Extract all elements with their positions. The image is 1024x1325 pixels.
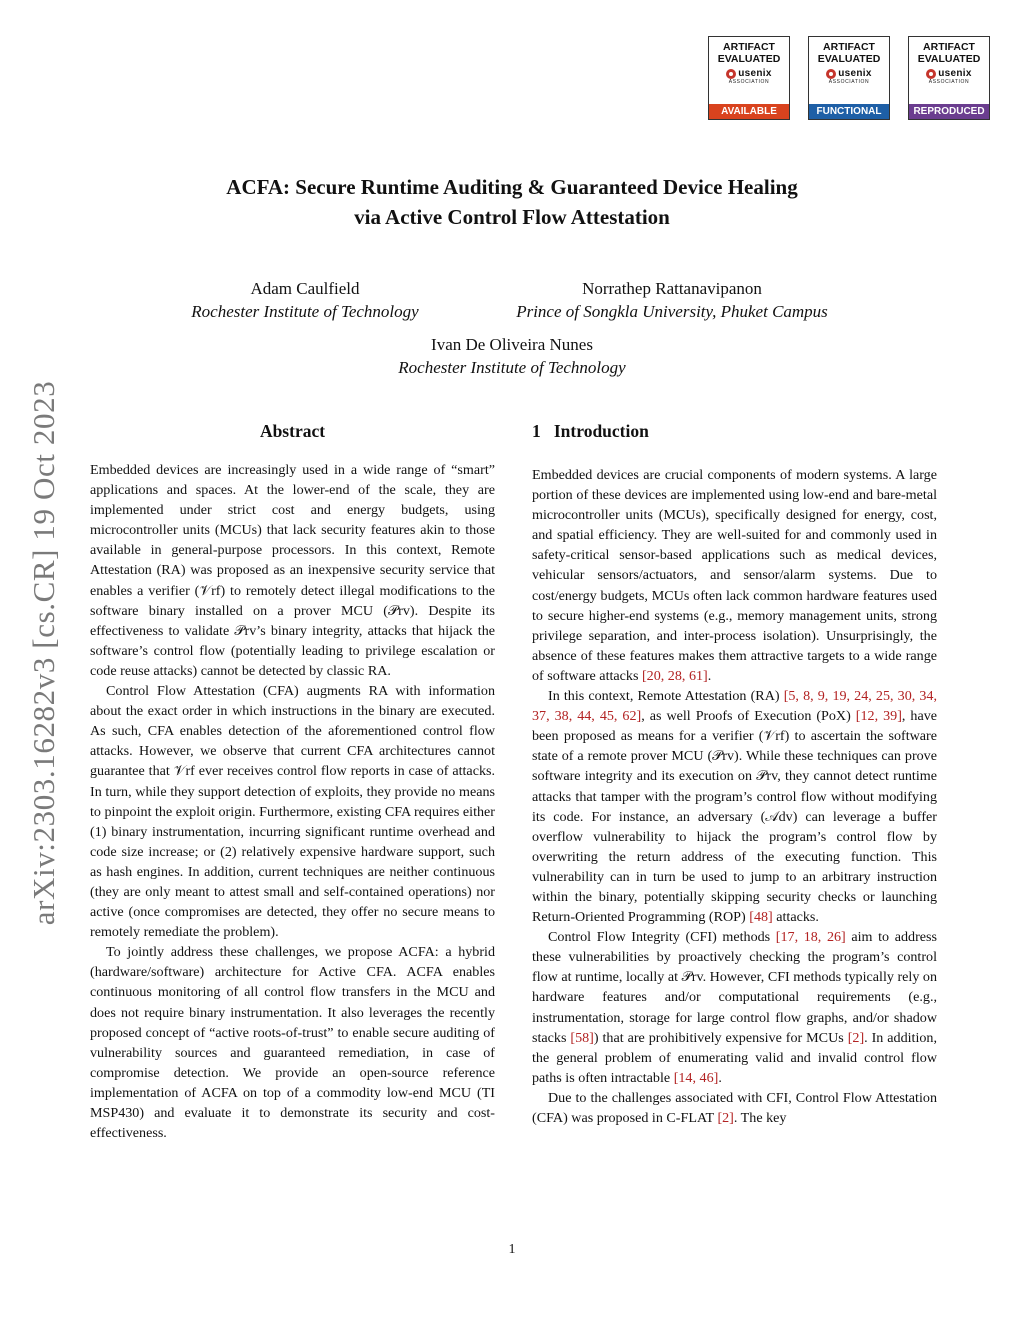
citation-link[interactable]: [58] — [570, 1029, 594, 1046]
usenix-logo-icon: usenix — [826, 68, 871, 79]
intro-paragraph: Due to the challenges associated with CFI, Control Flow Attestation (CFA) was proposed in C-FLAT [2]. The key — [532, 1089, 937, 1126]
abstract-paragraph: To jointly address these challenges, we propose ACFA: a hybrid (hardware/software) architecture for Active CFA. ACFA enables continuous monitoring of all control flow transfers in the MCU and does not require binary instrumentation. It also leverages the recently proposed concept of “active roots-of-trust” to enable secure auditing of vulnerability sources and guaranteed remediation, in case of compromise detection. We provide an open-source reference implementation of ACFA on top of a commodity low-end MCU (TI MSP430) and evaluate it to demonstrate its security and cost-effectiveness. — [90, 944, 495, 1142]
author-name: Adam Caulfield — [250, 279, 360, 298]
artifact-badges — [708, 36, 990, 120]
badge-association: ASSOCIATION — [828, 79, 870, 85]
usenix-logo-icon: usenix — [926, 68, 971, 79]
badge-functional — [808, 36, 890, 120]
abstract-body — [90, 460, 495, 1143]
citation-link[interactable]: [14, 46] — [673, 1069, 719, 1086]
intro-paragraph: Embedded devices are crucial components of modern systems. A large portion of these devices are implemented using low-end and bare-metal microcontroller units (MCUs), specifically designed for energy, cost, and spatial efficiency. They are well-suited for and commonly used in safety-critical sensor-based applications such as medical devices, vehicular sensors/actuators, and sensor/alarm systems. Due to cost/energy budgets, MCUs often lack common hardware features used to secure higher-end systems (e.g., memory management units, strong privilege separation, and inter-process isolation). Unsurprisingly, the absence of these features makes them attractive targets to a wide range of software attacks [20, 28, 61]. — [532, 467, 937, 684]
intro-paragraph: In this context, Remote Attestation (RA) [5, 8, 9, 19, 24, 25, 30, 34, 37, 38, 44, 45, 62], as well Proofs of Execution (PoX) [12, 39], have been proposed as means for a verifier (𝒱rf) to ascertain the software state of a remote prover MCU (𝒫rv). While these techniques can prove software integrity and its execution on 𝒫rv, they cannot detect runtime attacks that tamper with the program’s control flow without modifying its code. For instance, an adversary (𝒜dv) can leverage a buffer overflow vulnerability to hijack the program’s control flow by overwriting the return address of the executing function. This vulnerability can in turn be used to jump to an arbitrary instruction within the binary, potentially skipping security checks or launching Return-Oriented Programming (ROP) [48] attacks. — [532, 688, 938, 926]
introduction-body — [532, 465, 937, 1128]
author-affiliation: Rochester Institute of Technology — [191, 302, 419, 321]
author-name: Norrathep Rattanavipanon — [582, 279, 762, 298]
citation-link[interactable]: [2] — [847, 1029, 865, 1046]
abstract-paragraph: Embedded devices are increasingly used in a wide range of “smart” applications and spaces. At the lower-end of the scale, they are implemented under strict cost and energy budgets, using microcontroller units (MCUs) that lack security features akin to those available in general-purpose processors. In this context, Remote Attestation (RA) was proposed as an inexpensive security service that enables a verifier (𝒱rf) to remotely detect illegal modifications to the software binary installed on a prover MCU (𝒫rv). Despite its effectiveness to validate 𝒫rv’s binary integrity, attacks that hijack the software’s control flow (potentially leading to privilege escalation or code reuse attacks) cannot be detected by classic RA. — [90, 462, 495, 679]
citation-link[interactable]: [48] — [749, 909, 773, 926]
citation-link[interactable]: [12, 39] — [855, 708, 902, 725]
arxiv-identifier-text: arXiv:2303.16282v3 [cs.CR] 19 Oct 2023 — [26, 380, 61, 926]
intro-paragraph: Control Flow Integrity (CFI) methods [17, 18, 26] aim to address these vulnerabilities by proactively checking the program’s control flow at runtime, locally at 𝒫rv. However, CFI methods typically rely on hardware features and/or computational requirements (e.g., instrumentation, storage for large control flow graphs, and/or shadow stacks [58]) that are prohibitively expensive for MCUs [2]. In addition, the general problem of enumerating valid and invalid control flow paths is often intractable [14, 46]. — [532, 929, 938, 1086]
badge-association: ASSOCIATION — [728, 79, 770, 85]
badge-association: ASSOCIATION — [928, 79, 970, 85]
badge-label: REPRODUCED — [909, 104, 989, 119]
badge-title: ARTIFACT EVALUATED — [817, 41, 881, 65]
badge-label: FUNCTIONAL — [809, 104, 889, 119]
badge-title: ARTIFACT EVALUATED — [917, 41, 981, 65]
badge-reproduced — [908, 36, 990, 120]
abstract-heading: Abstract — [259, 421, 326, 441]
author-affiliation: Prince of Songkla University, Phuket Campus — [516, 302, 828, 321]
author-1 — [140, 277, 470, 323]
author-3 — [312, 333, 712, 379]
author-2 — [480, 277, 864, 323]
paper-title — [0, 172, 1024, 232]
citation-link[interactable]: [17, 18, 26] — [775, 929, 846, 946]
title-line-2: via Active Control Flow Attestation — [354, 205, 670, 229]
page-number: 1 — [508, 1242, 516, 1257]
citation-link[interactable]: [2] — [717, 1110, 734, 1126]
abstract-paragraph: Control Flow Attestation (CFA) augments RA with information about the exact order in which instructions in the binary are executed. As such, CFA enables detection of the aforementioned control flow attacks. However, we observe that current CFA architectures cannot guarantee that 𝒱rf ever receives control flow reports in case of attacks. In turn, while they support detection of exploits, they provide no means to pinpoint the exploit origin. Furthermore, existing CFA requires either (1) binary instrumentation, incurring significant runtime overhead and code size increase; or (2) relatively expensive hardware support, such as hash engines. In addition, current techniques are neither continuous (they are only meant to attest small and self-contained operations) nor active (once compromises are detected, they offer no secure means to remotely remediate the problem). — [90, 683, 495, 941]
author-name: Ivan De Oliveira Nunes — [431, 335, 593, 354]
citation-link[interactable]: [5, 8, 9, 19, 24, 25, 30, 34, 37, 38, 44, 45, 62] — [532, 688, 937, 725]
usenix-logo-icon: usenix — [726, 68, 771, 79]
title-line-1: ACFA: Secure Runtime Auditing & Guaranteed Device Healing — [226, 175, 798, 199]
introduction-heading: 1 Introduction — [532, 421, 649, 441]
citation-link[interactable]: [20, 28, 61] — [641, 667, 708, 684]
badge-label: AVAILABLE — [709, 104, 789, 119]
arxiv-identifier — [22, 358, 66, 948]
author-affiliation: Rochester Institute of Technology — [398, 358, 626, 377]
badge-available — [708, 36, 790, 120]
badge-title: ARTIFACT EVALUATED — [717, 41, 781, 65]
